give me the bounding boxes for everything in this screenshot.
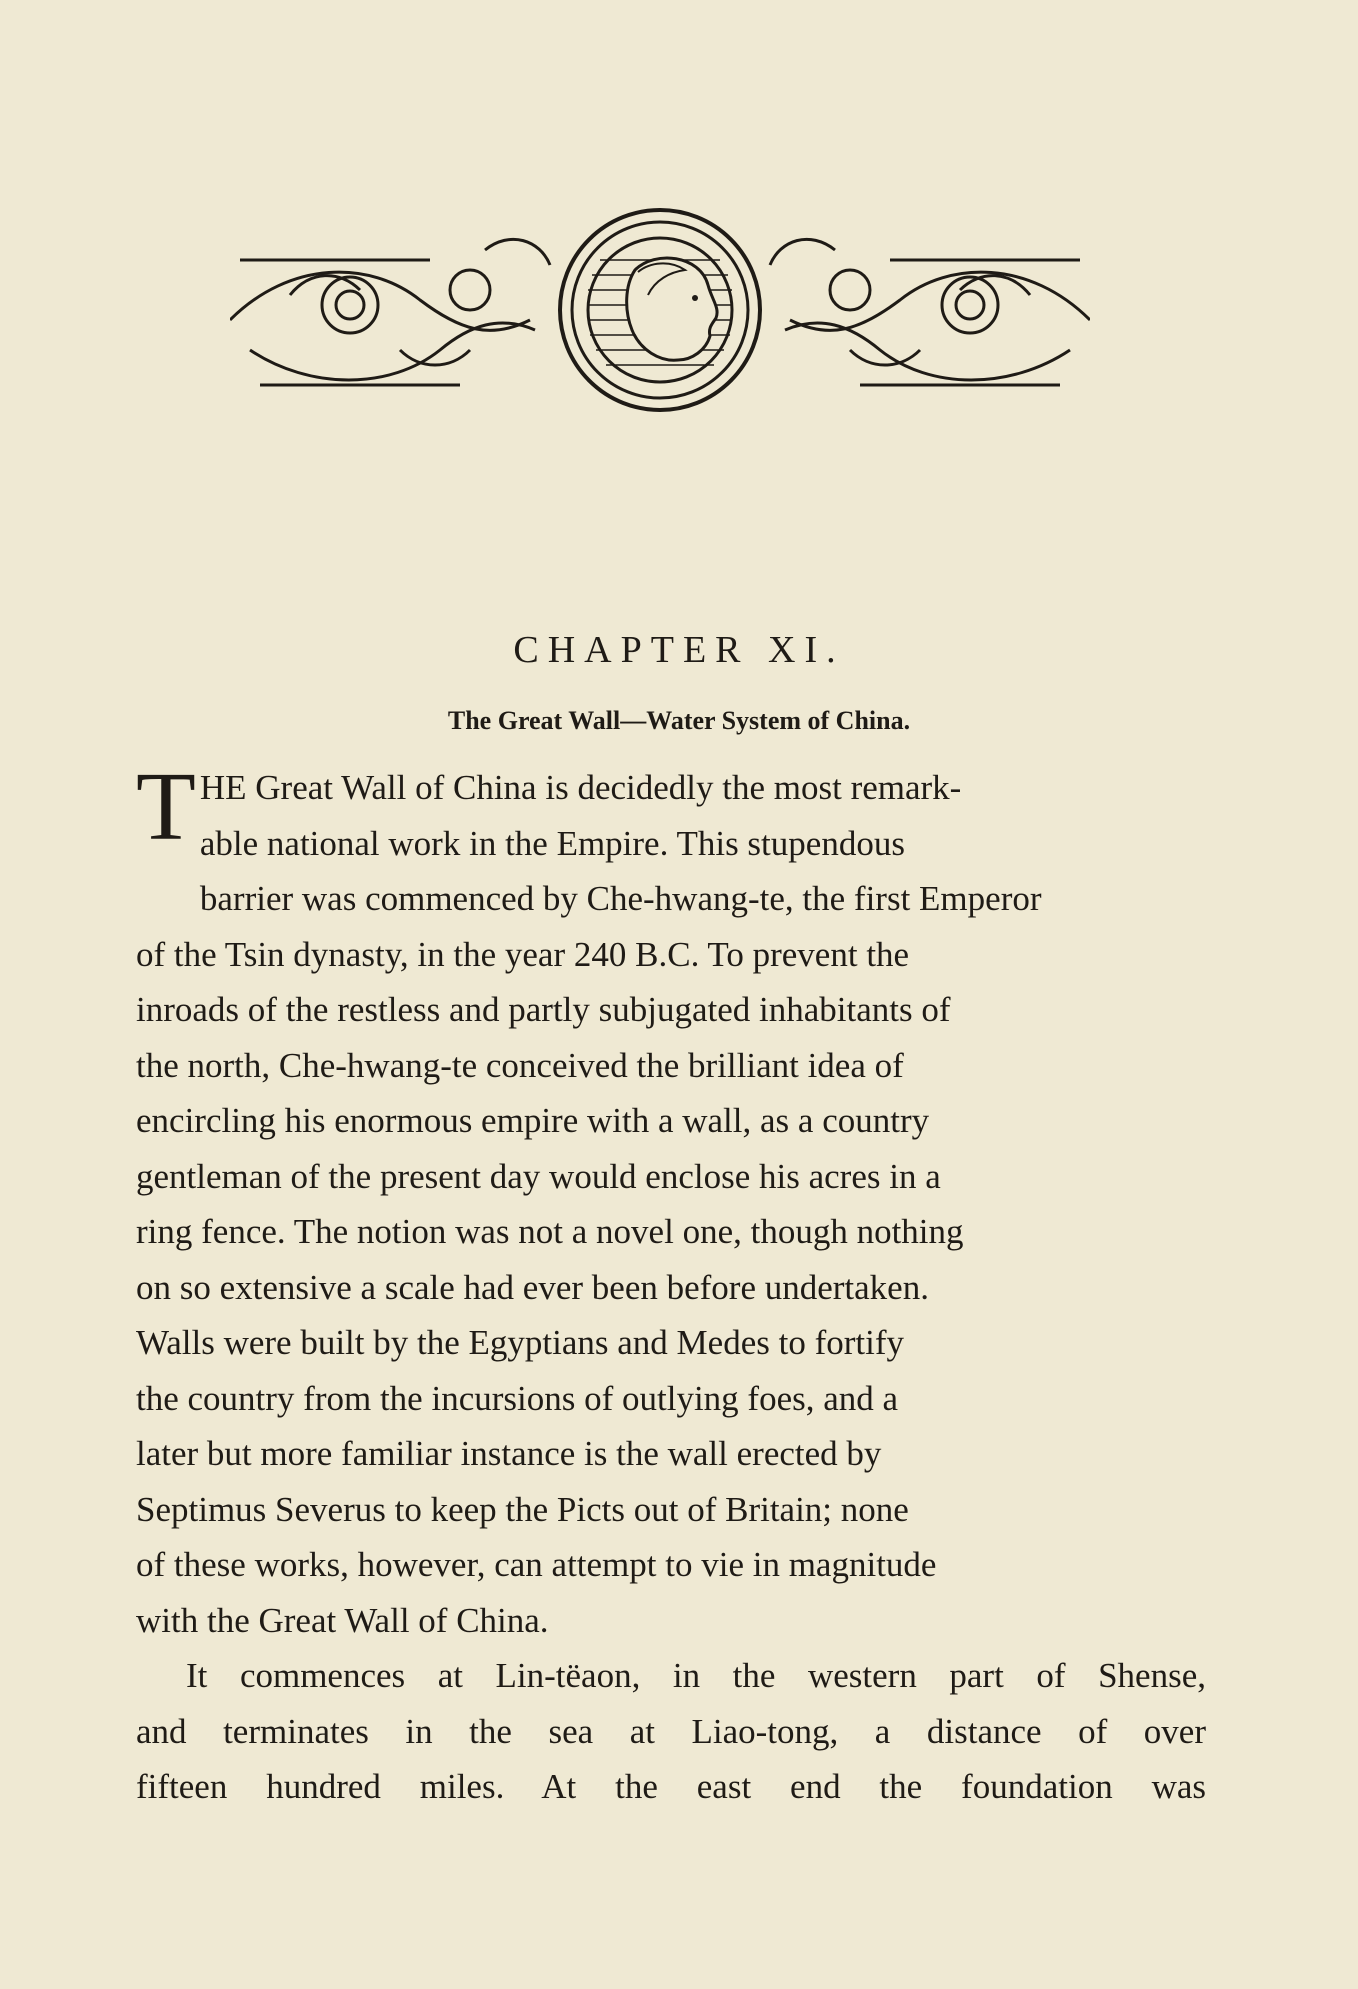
text-line-last: with the Great Wall of China. xyxy=(136,1600,549,1640)
text-line: ring fence. The notion was not a novel one, though nothing xyxy=(136,1212,964,1251)
text-line: It commences at Lin-tëaon, in the western part of Shense, xyxy=(186,1656,1206,1695)
text-line: fifteen hundred miles. At the east end the foundation was xyxy=(136,1767,1206,1806)
text-line: the north, Che-hwang-te conceived the brilliant idea of xyxy=(136,1045,904,1085)
text-line: gentleman of the present day would enclose his acres in a xyxy=(136,1156,941,1196)
text-line: Walls were built by the Egyptians and Medes to fortify xyxy=(136,1323,904,1362)
text-line: and terminates in the sea at Liao-tong, a distance of over xyxy=(136,1711,1206,1751)
text-line: of the Tsin dynasty, in the year 240 B.C. To prevent the xyxy=(136,934,910,974)
text-line: encircling his enormous empire with a wall, as a country xyxy=(136,1101,930,1140)
ornamental-headpiece-icon xyxy=(230,200,1090,430)
text-line: Septimus Severus to keep the Picts out of Britain; none xyxy=(136,1489,909,1529)
text-line: inroads of the restless and partly subjugated inhabitants of xyxy=(136,990,951,1029)
paragraph-2 xyxy=(136,1648,1206,1815)
chapter-heading: CHAPTER XI. xyxy=(513,629,845,671)
chapter-body xyxy=(136,753,1206,1815)
text-line: of these works, however, can attempt to vie in magnitude xyxy=(136,1545,937,1584)
text-line: barrier was commenced by Che-hwang-te, the first Emperor xyxy=(199,879,1042,918)
text-line: on so extensive a scale had ever been before undertaken. xyxy=(136,1267,929,1307)
chapter-subtitle: The Great Wall—Water System of China. xyxy=(447,706,911,735)
text-line: HE Great Wall of China is decidedly the most remark- xyxy=(199,768,962,807)
text-line: able national work in the Empire. This stupendous xyxy=(199,823,905,863)
paragraph-1 xyxy=(136,753,1206,1648)
drop-cap-initial: T xyxy=(136,753,196,861)
headpiece-svg xyxy=(230,200,1090,430)
text-line: the country from the incursions of outlying foes, and a xyxy=(136,1378,899,1418)
text-line: later but more familiar instance is the wall erected by xyxy=(136,1434,882,1473)
